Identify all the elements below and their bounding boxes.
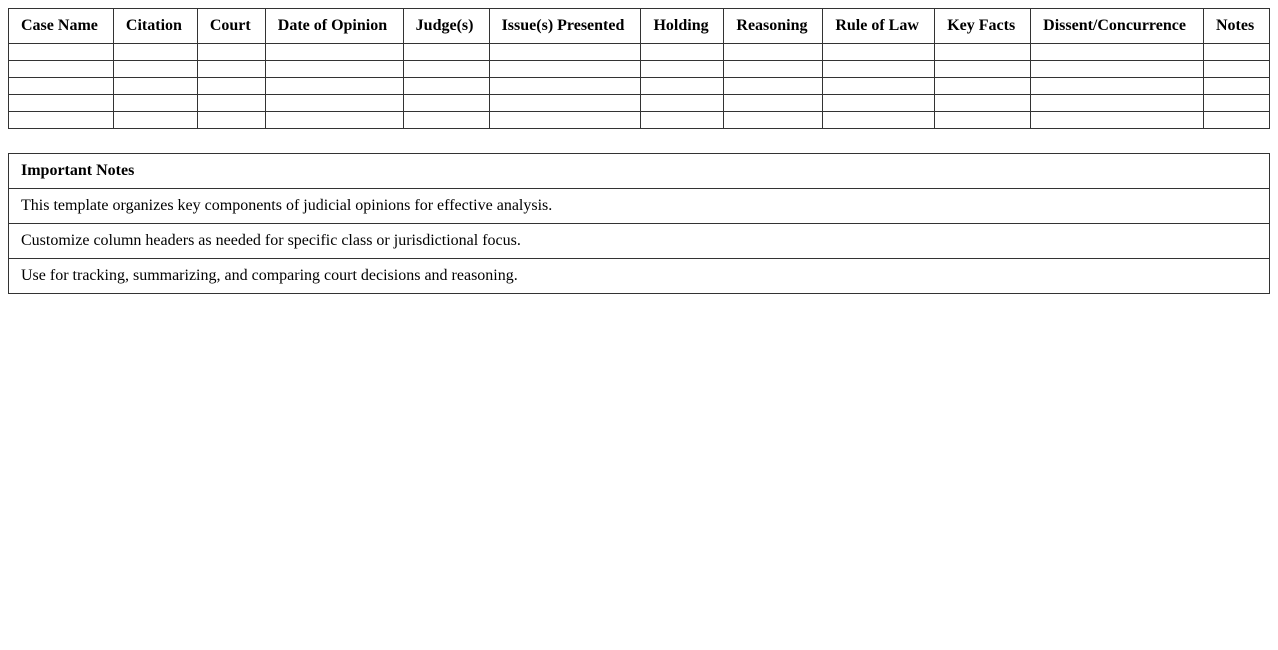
table-cell[interactable] <box>197 44 265 61</box>
notes-heading: Important Notes <box>9 154 1270 189</box>
notes-heading-row <box>9 154 1270 189</box>
table-cell[interactable] <box>935 78 1031 95</box>
table-cell[interactable] <box>935 44 1031 61</box>
table-row <box>9 78 1270 95</box>
table-cell[interactable] <box>9 95 114 112</box>
column-header-holding: Holding <box>641 9 724 44</box>
table-cell[interactable] <box>9 61 114 78</box>
table-cell[interactable] <box>641 112 724 129</box>
table-cell[interactable] <box>197 78 265 95</box>
table-cell[interactable] <box>265 78 403 95</box>
table-cell[interactable] <box>1204 95 1270 112</box>
table-cell[interactable] <box>823 61 935 78</box>
table-cell[interactable] <box>9 78 114 95</box>
table-cell[interactable] <box>724 61 823 78</box>
column-header-notes: Notes <box>1204 9 1270 44</box>
table-cell[interactable] <box>1031 112 1204 129</box>
column-header-key-facts: Key Facts <box>935 9 1031 44</box>
table-cell[interactable] <box>724 78 823 95</box>
table-cell[interactable] <box>935 95 1031 112</box>
notes-row <box>9 259 1270 294</box>
important-notes-table <box>8 153 1270 294</box>
table-cell[interactable] <box>1204 44 1270 61</box>
table-cell[interactable] <box>113 78 197 95</box>
column-header-date-of-opinion: Date of Opinion <box>265 9 403 44</box>
table-cell[interactable] <box>9 44 114 61</box>
table-cell[interactable] <box>113 61 197 78</box>
table-cell[interactable] <box>1204 112 1270 129</box>
table-cell[interactable] <box>1031 78 1204 95</box>
table-cell[interactable] <box>1031 44 1204 61</box>
table-cell[interactable] <box>403 112 489 129</box>
table-cell[interactable] <box>823 44 935 61</box>
table-cell[interactable] <box>265 61 403 78</box>
table-cell[interactable] <box>641 44 724 61</box>
table-cell[interactable] <box>724 44 823 61</box>
table-cell[interactable] <box>403 44 489 61</box>
table-cell[interactable] <box>265 112 403 129</box>
table-row <box>9 61 1270 78</box>
table-cell[interactable] <box>265 95 403 112</box>
table-cell[interactable] <box>113 112 197 129</box>
table-cell[interactable] <box>823 95 935 112</box>
table-cell[interactable] <box>724 112 823 129</box>
column-header-rule-of-law: Rule of Law <box>823 9 935 44</box>
table-cell[interactable] <box>9 112 114 129</box>
column-header-court: Court <box>197 9 265 44</box>
table-cell[interactable] <box>489 44 641 61</box>
table-cell[interactable] <box>823 78 935 95</box>
table-cell[interactable] <box>724 95 823 112</box>
header-row <box>9 9 1270 44</box>
note-item: Use for tracking, summarizing, and comparing court decisions and reasoning. <box>9 259 1270 294</box>
table-cell[interactable] <box>113 95 197 112</box>
case-table-body <box>9 44 1270 129</box>
table-cell[interactable] <box>641 61 724 78</box>
table-cell[interactable] <box>489 95 641 112</box>
column-header-judges: Judge(s) <box>403 9 489 44</box>
notes-row <box>9 189 1270 224</box>
column-header-issues-presented: Issue(s) Presented <box>489 9 641 44</box>
table-cell[interactable] <box>1031 61 1204 78</box>
note-item: Customize column headers as needed for specific class or jurisdictional focus. <box>9 224 1270 259</box>
table-cell[interactable] <box>641 78 724 95</box>
note-item: This template organizes key components of judicial opinions for effective analysis. <box>9 189 1270 224</box>
table-cell[interactable] <box>935 61 1031 78</box>
table-cell[interactable] <box>1204 78 1270 95</box>
table-row <box>9 44 1270 61</box>
table-cell[interactable] <box>641 95 724 112</box>
table-cell[interactable] <box>197 61 265 78</box>
table-cell[interactable] <box>265 44 403 61</box>
table-cell[interactable] <box>935 112 1031 129</box>
table-cell[interactable] <box>1204 61 1270 78</box>
column-header-case-name: Case Name <box>9 9 114 44</box>
table-cell[interactable] <box>489 112 641 129</box>
table-cell[interactable] <box>489 61 641 78</box>
column-header-citation: Citation <box>113 9 197 44</box>
column-header-reasoning: Reasoning <box>724 9 823 44</box>
table-cell[interactable] <box>403 95 489 112</box>
table-cell[interactable] <box>197 95 265 112</box>
table-cell[interactable] <box>1031 95 1204 112</box>
column-header-dissent-concurrence: Dissent/Concurrence <box>1031 9 1204 44</box>
table-row <box>9 95 1270 112</box>
case-brief-table <box>8 8 1270 129</box>
table-cell[interactable] <box>489 78 641 95</box>
table-cell[interactable] <box>197 112 265 129</box>
table-cell[interactable] <box>113 44 197 61</box>
table-cell[interactable] <box>823 112 935 129</box>
table-cell[interactable] <box>403 61 489 78</box>
table-row <box>9 112 1270 129</box>
notes-row <box>9 224 1270 259</box>
table-cell[interactable] <box>403 78 489 95</box>
